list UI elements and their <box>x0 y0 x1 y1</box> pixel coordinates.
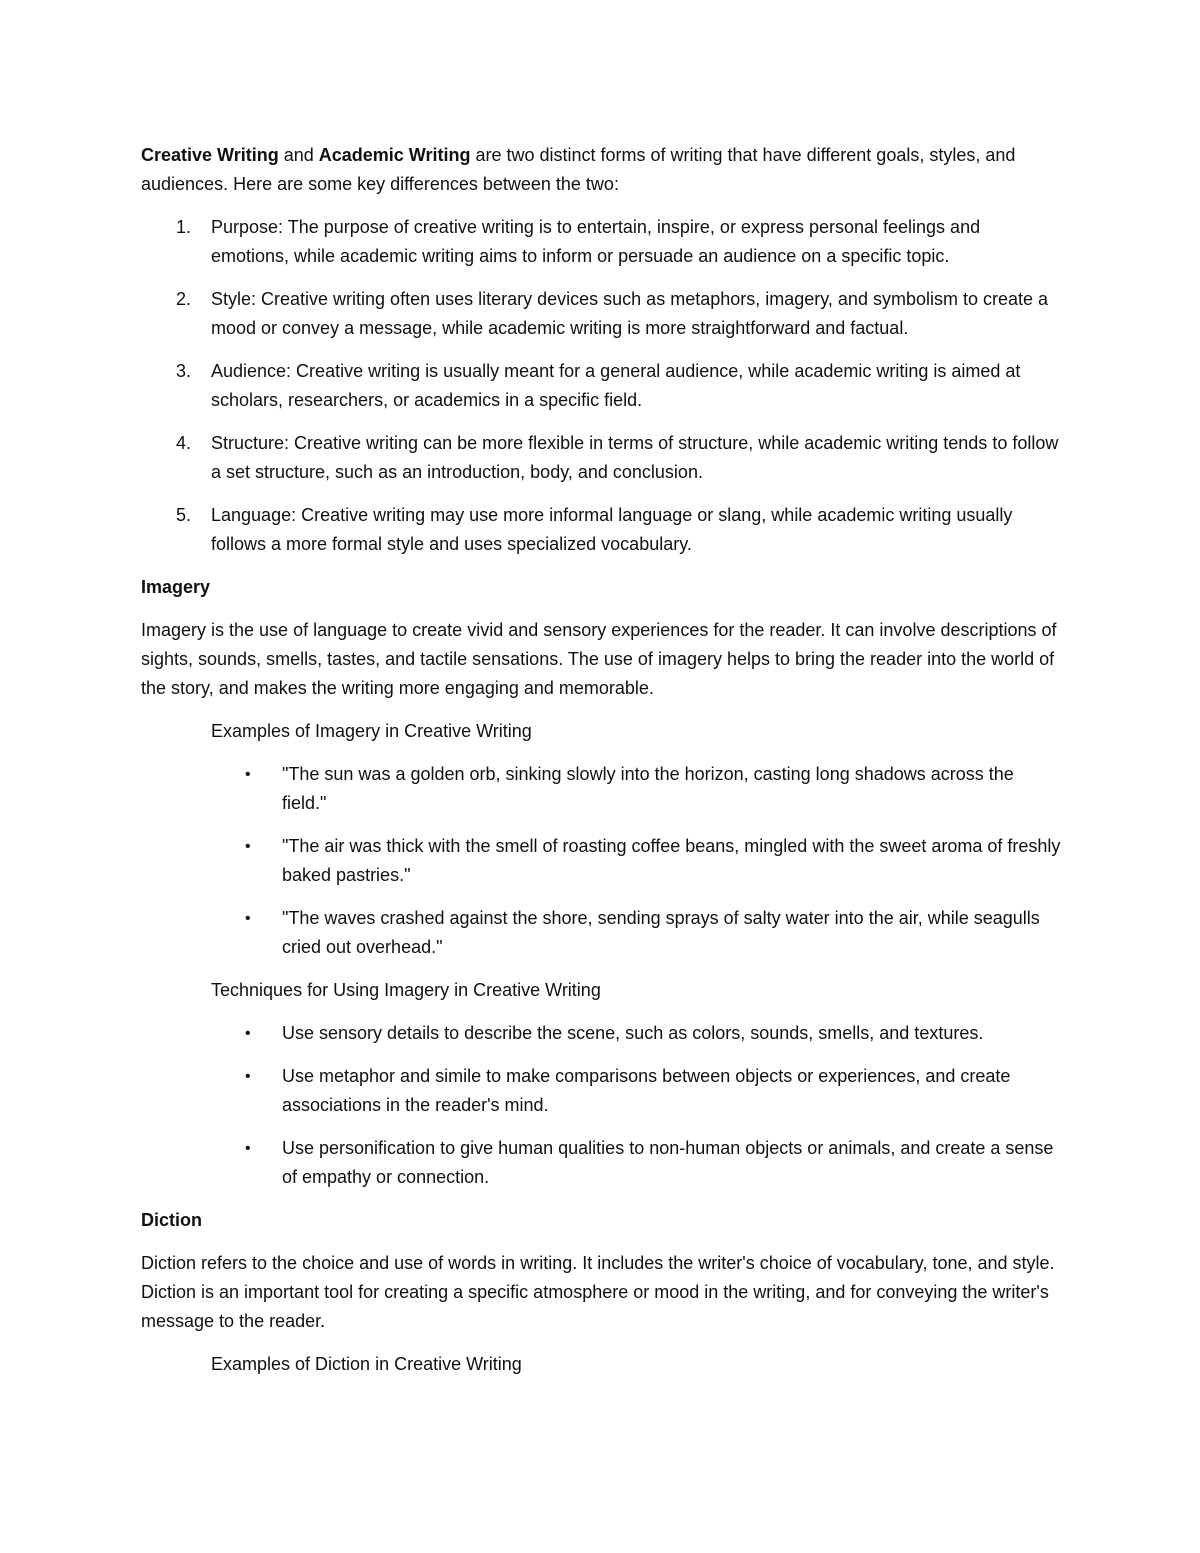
bullet-icon: • <box>245 1140 251 1157</box>
term-creative-writing: Creative Writing <box>141 145 279 165</box>
imagery-examples-list <box>141 760 1061 962</box>
document-page <box>141 141 1061 1393</box>
bullet-icon: • <box>245 1068 251 1085</box>
diction-heading: Diction <box>141 1210 202 1230</box>
bullet-icon: • <box>245 910 251 927</box>
bullet-icon: • <box>245 766 251 783</box>
list-item-text: "The waves crashed against the shore, sending sprays of salty water into the air, while seagulls cried out overhead." <box>282 908 1040 957</box>
imagery-heading: Imagery <box>141 577 211 597</box>
bullet-icon: • <box>245 1025 251 1042</box>
differences-list <box>141 213 1061 559</box>
list-item <box>141 904 1061 962</box>
list-item-text: Use personification to give human qualities to non-human objects or animals, and create a sense of empathy or connection. <box>282 1138 1054 1187</box>
imagery-techniques-list <box>141 1019 1061 1192</box>
imagery-paragraph: Imagery is the use of language to create vivid and sensory experiences for the reader. It can involve descriptions of sights, sounds, smells, tastes, and tactile sensations. The use of imagery helps to bring the reader into the world of the story, and makes the writing more engaging and memorable. <box>141 620 1057 698</box>
list-item-text: "The sun was a golden orb, sinking slowly into the horizon, casting long shadows across the field." <box>282 764 1014 813</box>
list-item <box>141 832 1061 890</box>
list-item <box>141 429 1061 487</box>
imagery-techniques-heading: Techniques for Using Imagery in Creative Writing <box>211 980 601 1000</box>
list-item-text: Audience: Creative writing is usually meant for a general audience, while academic writing is aimed at scholars, researchers, or academics in a specific field. <box>211 361 1021 410</box>
list-item <box>141 1062 1061 1120</box>
list-item-text: "The air was thick with the smell of roasting coffee beans, mingled with the sweet aroma of freshly baked pastries." <box>282 836 1061 885</box>
list-number: 2. <box>176 289 192 309</box>
intro-connector: and <box>278 145 319 165</box>
list-item <box>141 1019 1061 1048</box>
intro-paragraph <box>141 141 1061 199</box>
list-item-text: Use metaphor and simile to make comparisons between objects or experiences, and create associations in the reader's mind. <box>282 1066 1011 1115</box>
list-item <box>141 285 1061 343</box>
bullet-icon: • <box>245 838 251 855</box>
list-number: 1. <box>176 217 192 237</box>
list-item-text: Use sensory details to describe the scene, such as colors, sounds, smells, and textures. <box>282 1023 984 1043</box>
imagery-examples-heading: Examples of Imagery in Creative Writing <box>211 721 532 741</box>
list-item <box>141 760 1061 818</box>
list-item-text: Language: Creative writing may use more informal language or slang, while academic writing usually follows a more formal style and uses specialized vocabulary. <box>211 505 1013 554</box>
list-number: 5. <box>176 505 192 525</box>
diction-paragraph: Diction refers to the choice and use of words in writing. It includes the writer's choice of vocabulary, tone, and style. Diction is an important tool for creating a specific atmosphere or mood in the writing, and for conveying the writer's message to the reader. <box>141 1253 1055 1331</box>
list-item <box>141 1134 1061 1192</box>
list-item <box>141 357 1061 415</box>
intro-rest: are two distinct forms of writing that have different goals, styles, and audiences. Here are some key differences between the two: <box>141 145 1016 194</box>
term-academic-writing: Academic Writing <box>318 145 471 165</box>
diction-examples-heading: Examples of Diction in Creative Writing <box>211 1354 522 1374</box>
list-number: 4. <box>176 433 192 453</box>
list-item <box>141 213 1061 271</box>
list-item-text: Structure: Creative writing can be more flexible in terms of structure, while academic writing tends to follow a set structure, such as an introduction, body, and conclusion. <box>211 433 1059 482</box>
list-item <box>141 501 1061 559</box>
list-number: 3. <box>176 361 192 381</box>
list-item-text: Style: Creative writing often uses literary devices such as metaphors, imagery, and symbolism to create a mood or convey a message, while academic writing is more straightforward and factual. <box>211 289 1049 338</box>
list-item-text: Purpose: The purpose of creative writing is to entertain, inspire, or express personal feelings and emotions, while academic writing aims to inform or persuade an audience on a specific topic. <box>211 217 981 266</box>
